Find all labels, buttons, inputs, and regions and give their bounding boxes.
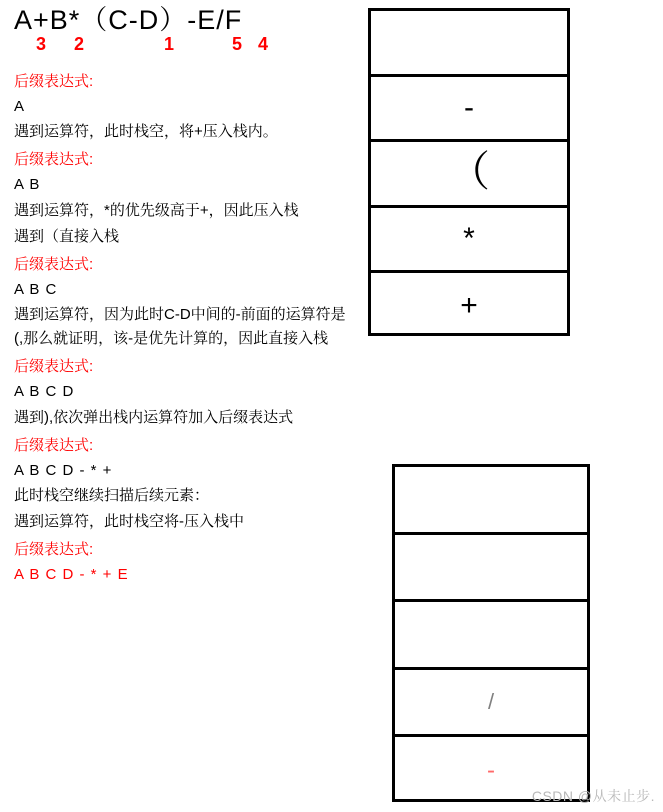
step-note: 遇到运算符，此时栈空将-压入栈中	[14, 513, 244, 531]
postfix-label: 后缀表达式:	[14, 436, 94, 454]
precedence-mark-5: 4	[258, 33, 269, 54]
postfix-value: A B C D - * +	[14, 461, 113, 479]
left-paren-operator: （	[447, 149, 490, 196]
postfix-value-final: A B C D - * + E	[14, 566, 129, 584]
stack-cell	[371, 77, 567, 143]
operator-stack-upper	[368, 8, 570, 336]
postfix-value: A B	[14, 176, 41, 194]
divide-operator: /	[487, 689, 495, 715]
stack-cell	[371, 208, 567, 274]
postfix-value: A	[14, 97, 26, 115]
precedence-mark-4: 5	[232, 33, 243, 54]
plus-operator: +	[460, 288, 478, 322]
infix-expression: A+B*（C-D）-E/F	[14, 5, 243, 35]
stack-cell	[395, 467, 587, 535]
stack-cell	[395, 670, 587, 738]
postfix-label: 后缀表达式:	[14, 72, 94, 90]
precedence-marks	[14, 34, 354, 56]
explanation-column	[14, 6, 354, 589]
postfix-label: 后缀表达式:	[14, 358, 94, 376]
postfix-label: 后缀表达式:	[14, 151, 94, 169]
stack-cell	[395, 535, 587, 603]
postfix-value: A B C D	[14, 383, 75, 401]
minus-operator: -	[464, 90, 474, 124]
step-note: 遇到运算符，此时栈空，将+压入栈内。	[14, 123, 278, 141]
precedence-mark-3: 1	[164, 33, 175, 54]
stack-cell	[371, 142, 567, 208]
precedence-mark-2: 2	[74, 33, 85, 54]
step-list	[14, 70, 354, 587]
watermark: CSDN @从未止步.	[531, 788, 655, 804]
stack-cell	[371, 273, 567, 339]
minus-operator: -	[487, 756, 495, 784]
precedence-mark-1: 3	[36, 33, 47, 54]
stack-cell	[371, 11, 567, 77]
stack-cell	[395, 602, 587, 670]
step-note: 遇到（直接入栈	[14, 227, 120, 245]
step-note: 此时栈空继续扫描后续元素：	[14, 487, 210, 505]
postfix-label: 后缀表达式:	[14, 255, 94, 273]
operator-stack-lower	[392, 464, 590, 802]
postfix-value: A B C	[14, 280, 58, 298]
multiply-operator: *	[463, 221, 475, 255]
postfix-label: 后缀表达式:	[14, 541, 94, 559]
step-note: 遇到),依次弹出栈内运算符加入后缀表达式	[14, 408, 294, 426]
step-note: 遇到运算符，*的优先级高于+，因此压入栈	[14, 201, 299, 219]
step-note: 遇到运算符，因为此时C-D中间的-前面的运算符是(,那么就证明，该-是优先计算的，因此直接入栈	[14, 306, 346, 348]
